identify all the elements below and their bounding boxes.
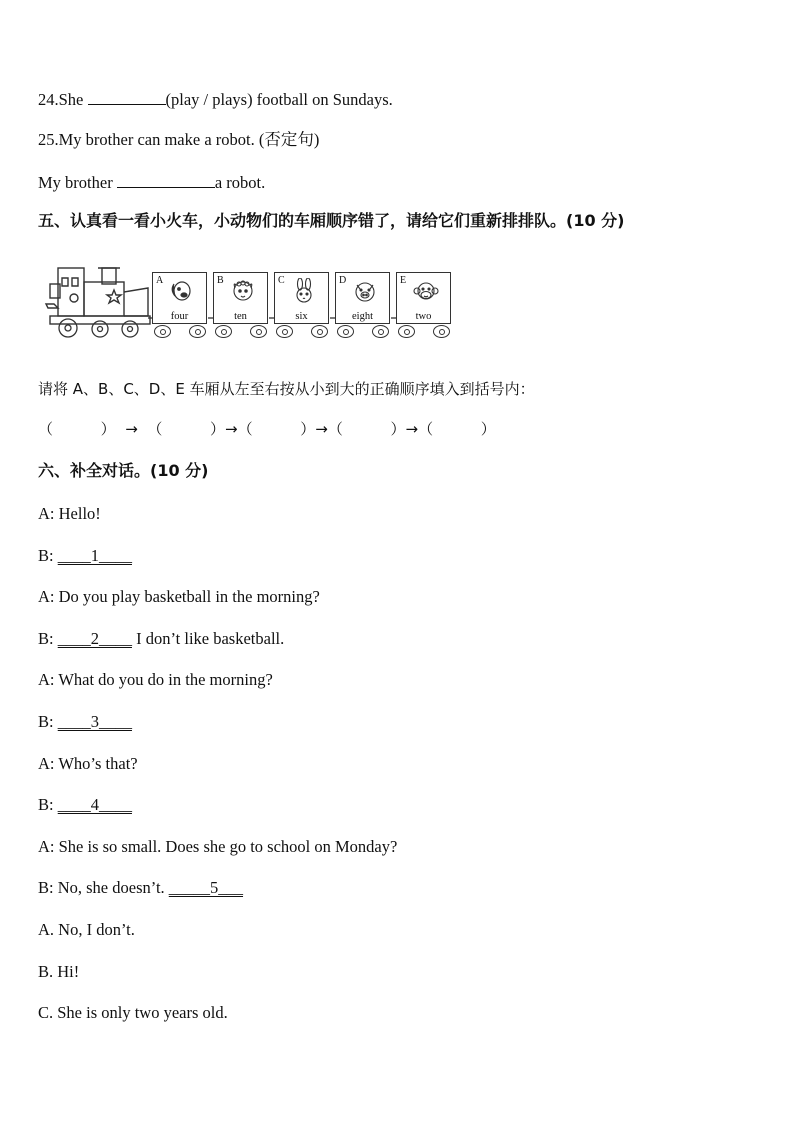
dialogue-text: I don’t like basketball. xyxy=(131,629,285,648)
dialogue-text: A: Do you play basketball in the morning? xyxy=(38,587,320,606)
q24-answer-blank[interactable] xyxy=(88,88,166,105)
blank-5[interactable]: _____5___ xyxy=(168,878,244,897)
car-number-word: six xyxy=(295,311,308,322)
blank-3[interactable]: ____3____ xyxy=(57,712,132,731)
wheel xyxy=(311,325,328,338)
car-letter: B xyxy=(217,275,224,286)
wheel xyxy=(250,325,267,338)
q24-suffix: (play / plays) football on Sundays. xyxy=(165,90,393,109)
car-letter: A xyxy=(156,275,164,286)
dialogue-text: A: What do you do in the morning? xyxy=(38,670,273,689)
q25-line2-prefix: My brother xyxy=(38,173,117,192)
wheel xyxy=(154,325,171,338)
car-number-word: ten xyxy=(234,311,247,322)
blank-4[interactable]: ____4____ xyxy=(57,795,132,814)
blank-1[interactable]: ____1____ xyxy=(57,546,132,565)
option-text: C. She is only two years old. xyxy=(38,1003,228,1022)
wheel xyxy=(337,325,354,338)
option-text: B. Hi! xyxy=(38,962,80,981)
dialogue-text: B: No, she doesn’t. xyxy=(38,878,169,897)
dialogue-line xyxy=(38,670,273,690)
dialogue-text: B: xyxy=(38,546,58,565)
q24-prefix: 24.She xyxy=(38,90,88,109)
car-letter: D xyxy=(339,275,347,286)
option-b xyxy=(38,962,79,982)
wheel xyxy=(276,325,293,338)
option-c xyxy=(38,1003,228,1023)
dialogue-text: B: xyxy=(38,712,58,731)
order-answer-row[interactable]: （ ） → （ ）→（ ）→（ ）→（ ） xyxy=(38,420,496,438)
wheel xyxy=(189,325,206,338)
dialogue-line xyxy=(38,629,284,649)
dialogue-text: B: xyxy=(38,795,58,814)
car-number-word: four xyxy=(170,311,189,322)
section-5-heading: 五、认真看一看小火车，小动物们的车厢顺序错了，请给它们重新排排队。(10 分) xyxy=(38,211,625,230)
question-25: 25.My brother can make a robot. (否定句) xyxy=(38,130,320,149)
dialogue-text: B: xyxy=(38,629,58,648)
q25-line2-suffix: a robot. xyxy=(214,173,266,192)
dialogue-line xyxy=(38,712,132,732)
dialogue-line xyxy=(38,837,397,857)
dialogue-line xyxy=(38,546,132,566)
dialogue-text: A: Hello! xyxy=(38,504,101,523)
train-illustration xyxy=(44,262,456,344)
wheel xyxy=(398,325,415,338)
q25-answer-blank[interactable] xyxy=(117,171,215,188)
dialogue-line xyxy=(38,795,132,815)
dialogue-text: A: Who’s that? xyxy=(38,754,138,773)
dialogue-line xyxy=(38,504,101,524)
car-letter: C xyxy=(278,275,285,286)
question-25-rewrite xyxy=(38,171,265,193)
dialogue-line xyxy=(38,754,138,774)
car-letter: E xyxy=(400,275,407,286)
wheel xyxy=(372,325,389,338)
option-text: A. No, I don’t. xyxy=(38,920,135,939)
dialogue-text: A: She is so small. Does she go to school on Monday? xyxy=(38,837,398,856)
car-number-word: eight xyxy=(352,311,373,322)
dialogue-line xyxy=(38,587,320,607)
section-5-instruction: 请将 A、B、C、D、E 车厢从左至右按从小到大的正确顺序填入到括号内： xyxy=(38,380,535,398)
dialogue-line xyxy=(38,878,243,898)
option-a xyxy=(38,920,135,940)
section-6-heading: 六、补全对话。(10 分) xyxy=(38,461,209,480)
wheel xyxy=(433,325,450,338)
wheel xyxy=(215,325,232,338)
blank-2[interactable]: ____2____ xyxy=(57,629,132,648)
question-24 xyxy=(38,88,393,110)
car-number-word: two xyxy=(415,311,432,322)
